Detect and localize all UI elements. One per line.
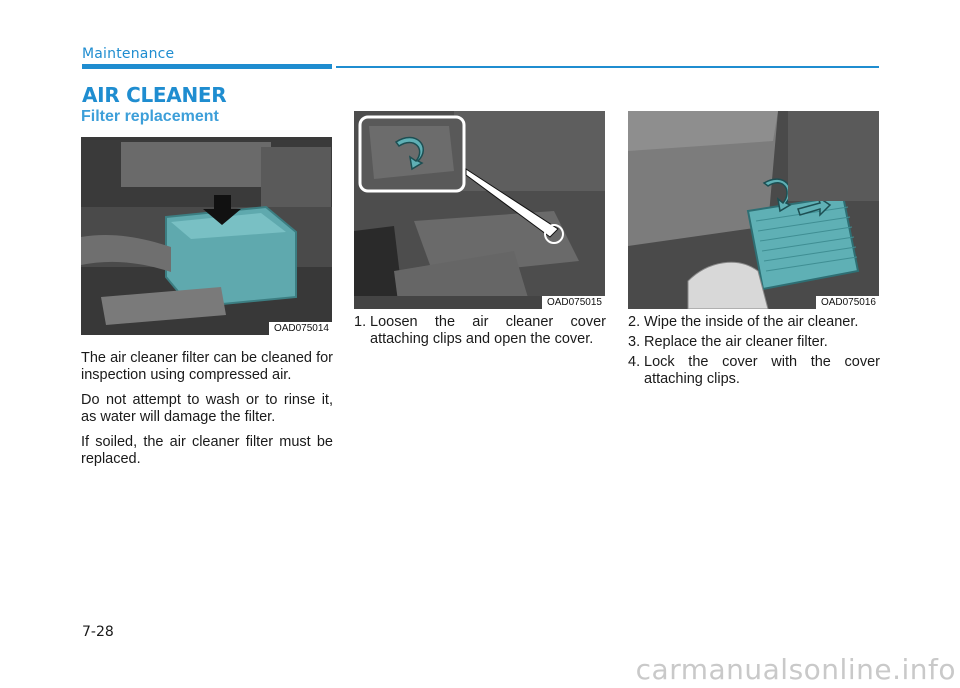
step-text: Wipe the inside of the air cleaner.	[644, 314, 859, 330]
steps-list-1	[354, 314, 606, 351]
step-text: Lock the cover with the cover attaching clips.	[644, 354, 880, 387]
step-number: 2.	[628, 314, 641, 330]
step-number: 3.	[628, 334, 641, 350]
step-item	[628, 334, 880, 351]
figure-code: OAD075014	[269, 322, 332, 335]
section-label: Maintenance	[82, 46, 175, 62]
engine-bay-photo-2	[354, 111, 605, 309]
step-text: Replace the air cleaner filter.	[644, 334, 828, 350]
figure-code: OAD075015	[542, 296, 605, 309]
paragraph: Do not attempt to wash or to rinse it, as water will damage the filter.	[81, 392, 333, 425]
step-item	[354, 314, 606, 348]
figure-loosen-clips	[354, 111, 605, 309]
step-number: 1.	[354, 314, 367, 330]
step-text: Loosen the air cleaner cover attaching clips and open the cover.	[370, 314, 606, 347]
page-number: 7-28	[82, 624, 114, 640]
section-subtitle: Filter replacement	[81, 108, 219, 125]
intro-text	[81, 350, 333, 476]
watermark: carmanualsonline.info	[635, 653, 956, 686]
engine-bay-photo-1	[81, 137, 332, 335]
header-rule-thick	[82, 64, 332, 69]
step-item	[628, 314, 880, 331]
step-number: 4.	[628, 354, 641, 370]
paragraph: If soiled, the air cleaner filter must be replaced.	[81, 434, 333, 467]
paragraph: The air cleaner filter can be cleaned for inspection using compressed air.	[81, 350, 333, 383]
page-title: AIR CLEANER	[82, 83, 227, 107]
figure-air-cleaner-location	[81, 137, 332, 335]
engine-bay-photo-3	[628, 111, 879, 309]
step-item	[628, 354, 880, 388]
figure-code: OAD075016	[816, 296, 879, 309]
steps-list-2	[628, 314, 880, 391]
figure-replace-filter	[628, 111, 879, 309]
header-rule-thin	[336, 66, 879, 68]
